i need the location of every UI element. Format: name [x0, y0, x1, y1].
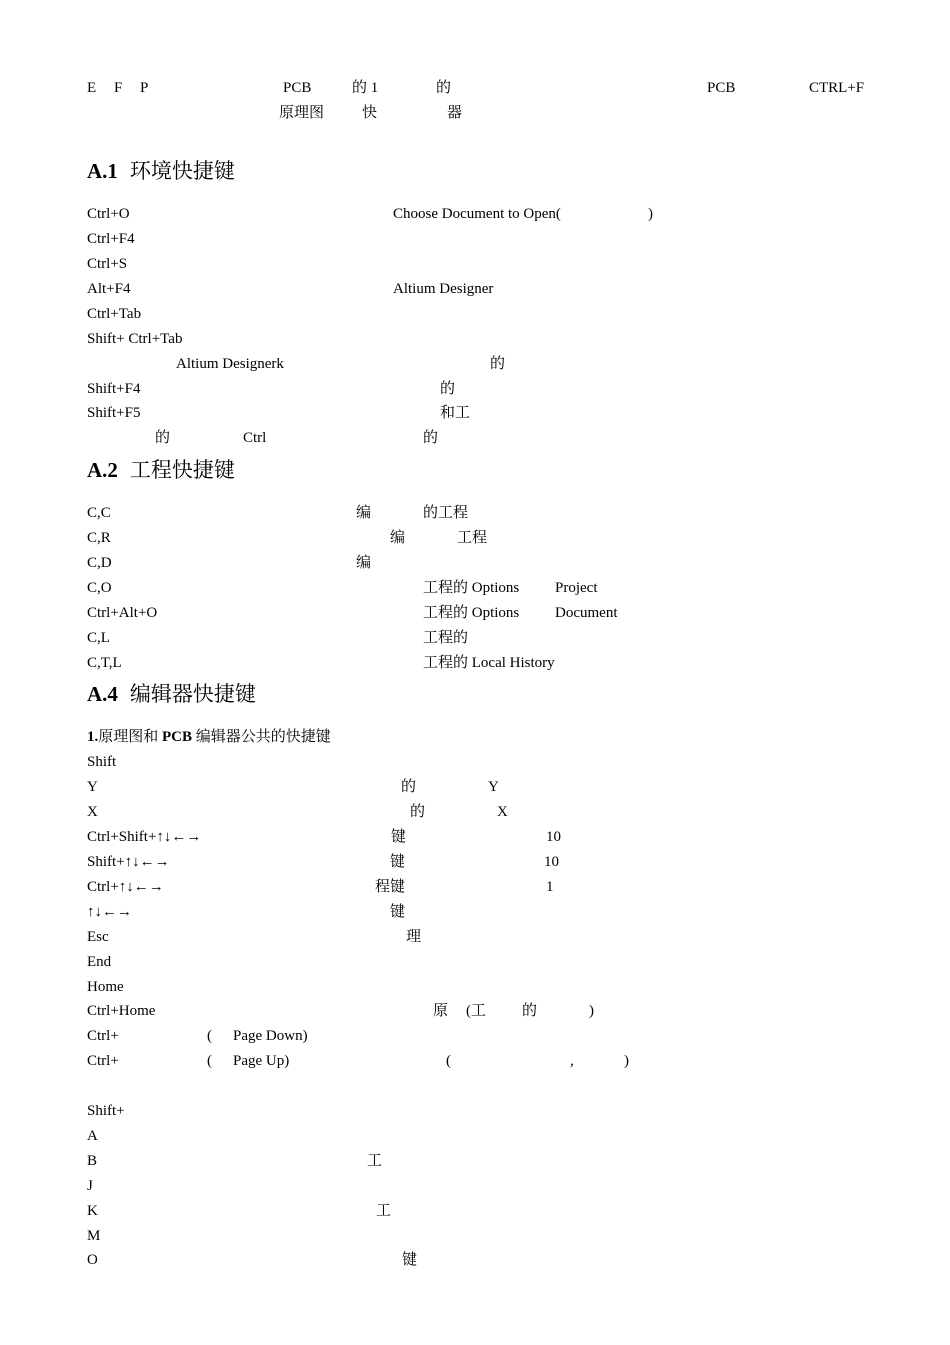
section-heading-a2 [87, 458, 235, 482]
shortcut-desc: 工程的 Local History [423, 655, 555, 671]
intro-text: 快 [362, 105, 378, 121]
intro-text: F [114, 80, 123, 96]
shortcut-key: X [87, 804, 98, 820]
shortcut-key: Shift+F5 [87, 405, 141, 421]
shortcut-key: Ctrl+ [87, 1028, 119, 1044]
shortcut-key: K [87, 1203, 98, 1219]
shortcut-key: End [87, 954, 112, 970]
intro-text: 器 [447, 105, 463, 121]
shortcut-desc: 键 [402, 1252, 418, 1268]
shortcut-key: Ctrl+Alt+O [87, 605, 158, 621]
shortcut-desc: Page Down) [233, 1028, 308, 1044]
shortcut-desc: 编 [390, 530, 406, 546]
section-number: A.1 [87, 159, 118, 183]
section-number: A.4 [87, 682, 118, 706]
shortcut-desc: 工程的 Options [423, 580, 520, 596]
intro-text: E [87, 80, 97, 96]
shortcut-desc: Choose Document to Open( [393, 206, 561, 222]
shortcut-key: C,L [87, 630, 110, 646]
shortcut-key: Alt+F4 [87, 281, 131, 297]
shortcut-desc: Document [555, 605, 618, 621]
shortcut-desc: 10 [546, 829, 561, 845]
shortcut-key: Shift [87, 754, 117, 770]
shortcut-desc: 1 [546, 879, 554, 895]
shortcut-key: Shift+↑↓←→ [87, 854, 170, 870]
shortcut-key: Esc [87, 929, 109, 945]
shortcut-key: Ctrl+Home [87, 1003, 156, 1019]
shortcut-key: Ctrl+O [87, 206, 130, 222]
shortcut-desc: Page Up) [233, 1053, 290, 1069]
shortcut-desc: 工 [376, 1203, 392, 1219]
section-heading-a4 [87, 682, 256, 706]
shortcut-key: J [87, 1178, 93, 1194]
shortcut-desc: Ctrl [243, 430, 267, 446]
shortcut-desc: 键 [391, 829, 407, 845]
shortcut-desc: Project [555, 580, 598, 596]
shortcut-desc: 工程的 Options [423, 605, 520, 621]
shortcut-desc: ) [648, 206, 653, 222]
section-heading-a1 [87, 159, 235, 183]
subsection-text-bold: PCB [162, 729, 193, 745]
shortcut-key: ↑↓←→ [87, 904, 132, 920]
intro-text: CTRL+F [809, 80, 865, 96]
shortcut-key: M [87, 1228, 101, 1244]
shortcut-desc: 和工 [440, 405, 471, 421]
intro-text: P [140, 80, 149, 96]
shortcut-desc: 的 [522, 1003, 538, 1019]
shortcut-key: C,R [87, 530, 111, 546]
shortcut-desc: ( [446, 1053, 451, 1069]
shortcut-desc: (工 [466, 1003, 486, 1019]
shortcut-desc: 的 [490, 356, 506, 372]
shortcut-desc: 编 [356, 555, 372, 571]
shortcut-desc: Altium Designerk [176, 356, 284, 372]
section-title: 环境快捷键 [129, 159, 235, 183]
intro-text: 的 [436, 80, 452, 96]
shortcut-key: Y [87, 779, 98, 795]
shortcut-key: Ctrl+ [87, 1053, 119, 1069]
intro-text: 的 1 [352, 80, 379, 96]
shortcut-key: Ctrl+Tab [87, 306, 142, 322]
shortcut-desc: 的 [440, 381, 456, 397]
shortcut-key: Ctrl+↑↓←→ [87, 879, 164, 895]
shortcut-desc: 工程的 [423, 630, 469, 646]
shortcut-key: Ctrl+F4 [87, 231, 135, 247]
shortcut-key: Shift+ [87, 1103, 125, 1119]
shortcut-key: Shift+F4 [87, 381, 141, 397]
shortcut-desc: 的 [410, 804, 426, 820]
shortcut-desc: 原 [433, 1003, 449, 1019]
shortcut-key: O [87, 1252, 98, 1268]
shortcut-desc: X [497, 804, 508, 820]
subsection-number: 1. [87, 729, 99, 745]
shortcut-key: C,D [87, 555, 112, 571]
section-number: A.2 [87, 458, 118, 482]
shortcut-desc: ( [207, 1053, 212, 1069]
shortcut-desc: 理 [406, 929, 422, 945]
shortcut-key: A [87, 1128, 98, 1144]
shortcut-desc: 的 [423, 430, 439, 446]
shortcut-desc: ) [624, 1053, 629, 1069]
shortcut-desc: 编 [356, 505, 372, 521]
section-title: 编辑器快捷键 [129, 682, 256, 706]
subsection-text: 原理图和 [98, 729, 163, 745]
shortcut-desc: ( [207, 1028, 212, 1044]
shortcut-key: Ctrl+Shift+↑↓←→ [87, 829, 202, 845]
shortcut-desc: 工程 [457, 530, 488, 546]
subsection-heading [87, 728, 331, 746]
shortcut-key: C,T,L [87, 655, 122, 671]
shortcut-key: B [87, 1153, 98, 1169]
shortcut-desc: Y [488, 779, 499, 795]
shortcut-desc: 的工程 [423, 505, 469, 521]
shortcut-desc: 的 [401, 779, 417, 795]
shortcut-key: C,C [87, 505, 111, 521]
shortcut-key: Shift+ Ctrl+Tab [87, 331, 183, 347]
shortcut-key: C,O [87, 580, 112, 596]
shortcut-desc: , [570, 1053, 574, 1069]
shortcut-desc: 工 [367, 1153, 383, 1169]
intro-text: PCB [283, 80, 312, 96]
intro-text: 原理图 [279, 105, 325, 121]
intro-text: PCB [707, 80, 736, 96]
shortcut-key: Ctrl+S [87, 256, 128, 272]
shortcut-desc: 键 [390, 854, 406, 870]
shortcut-key: Home [87, 979, 124, 995]
shortcut-desc: 程键 [375, 879, 406, 895]
shortcut-desc: ) [589, 1003, 594, 1019]
subsection-text: 编辑器公共的快捷键 [192, 729, 331, 745]
shortcut-desc: 的 [155, 430, 171, 446]
shortcut-desc: Altium Designer [393, 281, 494, 297]
shortcut-desc: 10 [544, 854, 559, 870]
shortcut-desc: 键 [390, 904, 406, 920]
section-title: 工程快捷键 [129, 458, 235, 482]
